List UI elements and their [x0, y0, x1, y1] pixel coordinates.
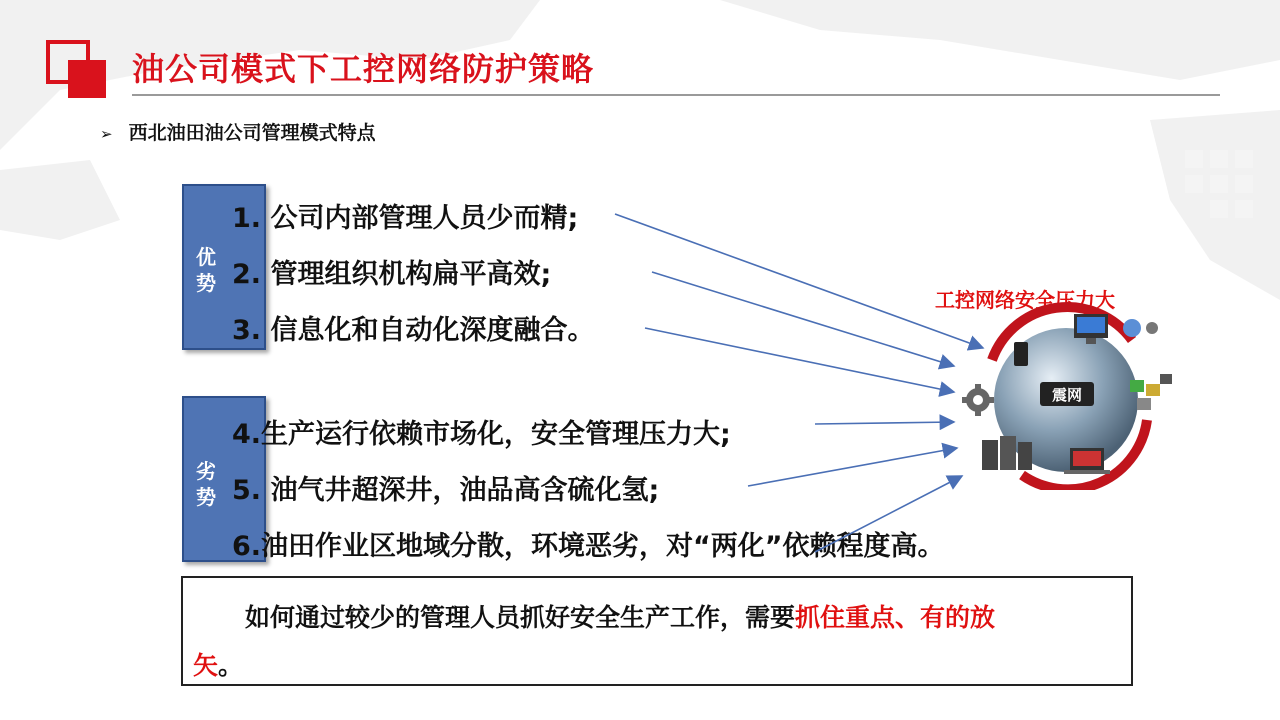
advantage-item-2: 2. 管理组织机构扁平高效; — [232, 259, 552, 290]
network-node-icon — [1123, 319, 1158, 337]
bullet-arrow-icon: ➢ — [100, 125, 113, 143]
note-line-2 — [193, 646, 243, 682]
pressure-label: 工控网络安全压力大 — [935, 288, 1115, 312]
phone-icon — [1014, 342, 1028, 366]
slide-title: 油公司模式下工控网络防护策略 — [132, 50, 595, 88]
gear-icon — [962, 384, 994, 416]
note-period: 。 — [218, 651, 244, 680]
subtitle — [100, 118, 376, 145]
logo-mark-icon — [46, 40, 108, 102]
note-highlight-end: 矢 — [193, 651, 219, 680]
disadvantage-item-6: 6.油田作业区地域分散，环境恶劣，对“两化”依赖程度高。 — [232, 531, 945, 562]
advantages-label-char-2: 势 — [196, 271, 216, 295]
advantages-label-char-1: 优 — [196, 245, 216, 269]
disadvantage-item-4: 4.生产运行依赖市场化，安全管理压力大; — [232, 419, 731, 450]
note-line-1 — [245, 598, 995, 634]
note-text: 如何通过较少的管理人员抓好安全生产工作，需要 — [245, 603, 796, 632]
subtitle-text: 西北油田油公司管理模式特点 — [128, 122, 376, 144]
disadvantages-label-char-1: 劣 — [196, 459, 216, 483]
disadvantage-item-5: 5. 油气井超深井，油品高含硫化氢; — [232, 475, 660, 506]
disadvantages-label-char-2: 势 — [196, 485, 216, 509]
laptop-icon — [1064, 448, 1110, 474]
advantage-item-1: 1. 公司内部管理人员少而精; — [232, 203, 579, 234]
globe-logo-text: 震网 — [1051, 386, 1083, 404]
network-globe-illustration — [962, 300, 1174, 490]
conclusion-note-box — [181, 576, 1133, 686]
title-divider — [132, 94, 1220, 96]
advantage-item-3: 3. 信息化和自动化深度融合。 — [232, 315, 595, 346]
note-highlight: 抓住重点、有的放 — [795, 603, 996, 632]
